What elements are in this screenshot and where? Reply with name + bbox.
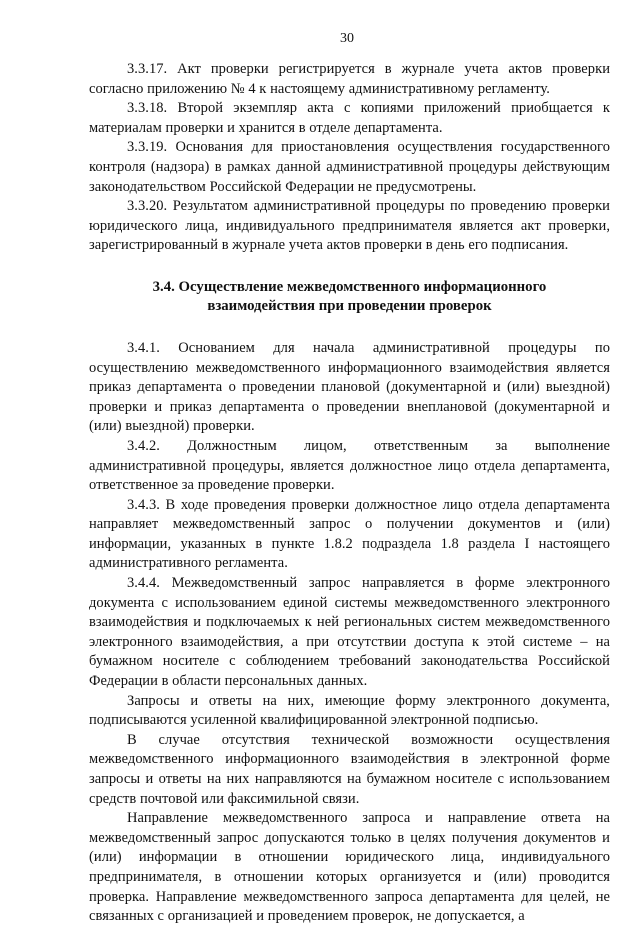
- paragraph-3-3-20: 3.3.20. Результатом административной процедуры по проведению проверки юридического лица, индивидуального предпринимателя является акт проверки, зарегистрированный в журнале учета актов проверки в день его подписания.: [89, 198, 610, 254]
- paragraph-3-4-1: 3.4.1. Основанием для начала административной процедуры по осуществлению межведомственного информационного взаимодействия является приказ департамента о проведении плановой (документарной и (или) выездной) проверки и приказ департамента о проведении внеплановой (документарной и (или) выездной) проверки.: [89, 339, 610, 435]
- paragraph-3-4-2: 3.4.2. Должностным лицом, ответственным за выполнение административной процедуры, является должностное лицо отдела департамента, ответственное за проведение проверки.: [89, 437, 610, 494]
- paragraph-request-purpose: Направление межведомственного запроса и направление ответа на межведомственный запрос допускаются только в целях получения документов и (или) информации в отношении юридического лица, индивидуального предпринимателя, в отношении которых организуется и (или) проводится проверка. Направление межведомственного запроса департамента для целей, не связанных с организацией и проведением проверок, не допускается, а: [89, 810, 610, 925]
- paragraph-no-technical-possibility: В случае отсутствия технической возможности осуществления межведомственного информационного взаимодействия в электронной форме запросы и ответы на них направляются на бумажном носителе с использованием средств почтовой или факсимильной связи.: [89, 731, 610, 807]
- paragraph-3-3-17: 3.3.17. Акт проверки регистрируется в журнале учета актов проверки согласно приложению № 4 к настоящему административному регламенту.: [89, 61, 610, 97]
- paragraph-3-3-18: 3.3.18. Второй экземпляр акта с копиями приложений приобщается к материалам проверки и хранится в отделе департамента.: [89, 100, 610, 136]
- paragraph-3-4-4: 3.4.4. Межведомственный запрос направляется в форме электронного документа с использованием единой системы межведомственного электронного взаимодействия и подключаемых к ней региональных систем межведомственного электронного взаимодействия, а при отсутствии доступа к этой системе – на бумажном носителе с соблюдением требований законодательства Российской Федерации в области персональных данных.: [89, 575, 610, 690]
- section-heading-line-2: взаимодействия при проведении проверок: [207, 298, 492, 315]
- section-heading-line-1: 3.4. Осуществление межведомственного информационного: [152, 278, 547, 295]
- paragraph-3-3-19: 3.3.19. Основания для приостановления осуществления государственного контроля (надзора) в рамках данной административной процедуры действующим законодательством Российской Федерации не предусмотрены.: [89, 139, 610, 195]
- section-heading: [89, 278, 610, 317]
- paragraph-requests-signature: Запросы и ответы на них, имеющие форму электронного документа, подписываются усиленной квалифицированной электронной подписью.: [89, 692, 610, 729]
- document-body: [89, 60, 610, 927]
- page-number: 30: [340, 31, 354, 46]
- paragraph-3-4-3: 3.4.3. В ходе проведения проверки должностное лицо отдела департамента направляет межведомственный запрос о получении документов и (или) информации, указанных в пункте 1.8.2 подраздела 1.8 раздела I настоящего административного регламента.: [89, 496, 610, 572]
